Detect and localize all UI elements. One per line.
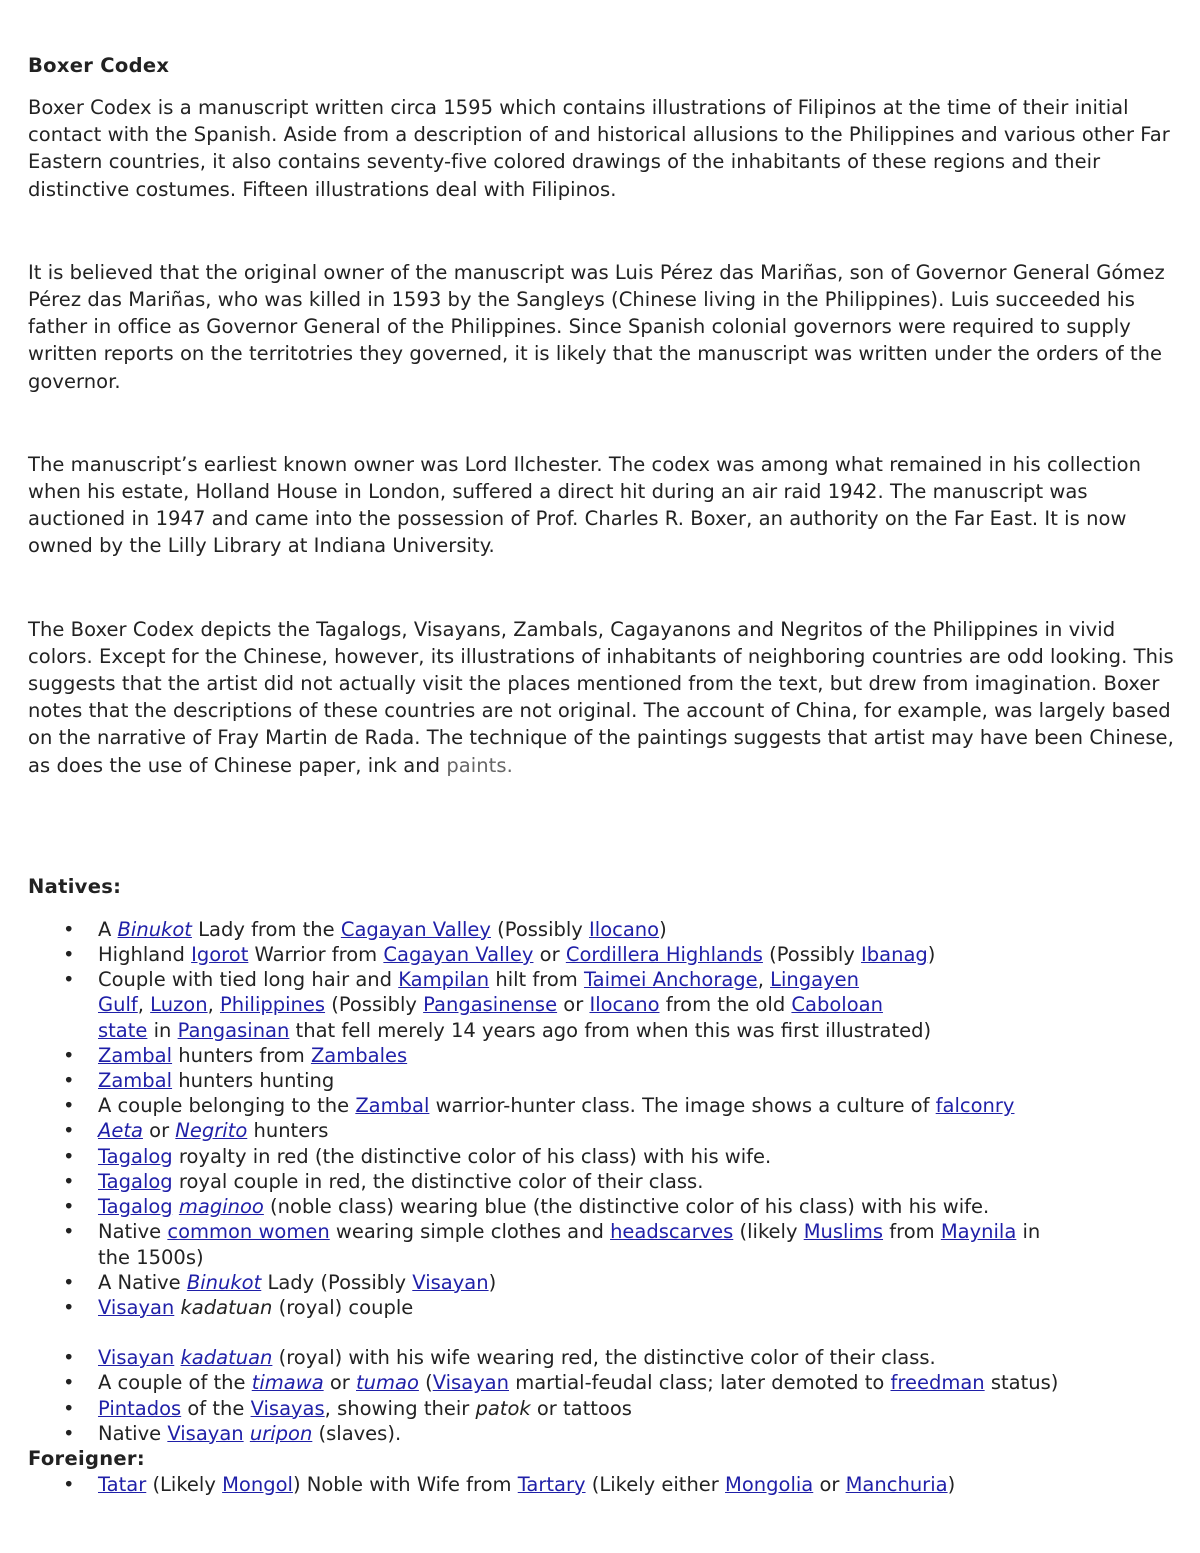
italic-term: patok xyxy=(475,1396,531,1420)
item-text: ) xyxy=(488,1270,497,1294)
paragraph-intro: Boxer Codex is a manuscript written circa 1595 which contains illustrations of Filipinos at the time of their initial contact with the Spanish. Aside from a description of and historical allusions to the Philippines and various other Far Eastern countries, it also contains seventy-five colored drawings of the inhabitants of these regions and their distinctive costumes. Fifteen illustrations deal with Filipinos. xyxy=(28,96,1170,201)
item-text: ) xyxy=(927,943,936,967)
item-text: or xyxy=(323,1371,356,1395)
bullet-icon: • xyxy=(63,1220,75,1244)
item-text: hilt from xyxy=(489,968,584,992)
item-text: Lady (Possibly xyxy=(261,1270,413,1294)
item-text: martial-feudal class; later demoted to xyxy=(509,1371,891,1395)
item-text: (slaves). xyxy=(312,1421,402,1445)
item-text: A xyxy=(98,917,118,941)
link-tumao[interactable]: tumao xyxy=(356,1371,419,1395)
page-title: Boxer Codex xyxy=(28,54,170,77)
link-uripon[interactable]: uripon xyxy=(249,1421,313,1445)
link-philippines[interactable]: Philippines xyxy=(219,993,326,1017)
bullet-icon: • xyxy=(63,1119,75,1143)
item-text: royal couple in red, the distinctive color of their class. xyxy=(172,1169,704,1193)
link-tagalog[interactable]: Tagalog xyxy=(98,1144,173,1168)
paragraph-depiction xyxy=(28,616,1178,779)
item-text: , xyxy=(757,968,771,992)
native-item xyxy=(63,1169,1178,1194)
paragraph-owner: It is believed that the original owner of the manuscript was Luis Pérez das Mariñas, son of Governor General Gómez Pérez das Mariñas, who was killed in 1593 by the Sangleys (Chinese living in the Philippines). Luis succeeded his father in office as Governor General of the Philippines. Since Spanish colonial governors were required to supply written reports on the territotries they governed, it is likely that the manuscript was written under the orders of the governor. xyxy=(28,260,1165,393)
link-tagalog[interactable]: Tagalog xyxy=(98,1195,173,1219)
item-text: Native xyxy=(98,1421,168,1445)
item-text: (Possibly xyxy=(762,943,862,967)
link-caboloan[interactable]: Caboloan xyxy=(791,993,883,1017)
bullet-icon: • xyxy=(63,1169,75,1193)
bullet-icon: • xyxy=(63,968,75,992)
link-state[interactable]: state xyxy=(98,1018,148,1042)
item-text: , showing their xyxy=(324,1396,476,1420)
item-text: A Native xyxy=(98,1270,187,1294)
item-text: royalty in red (the distinctive color of his class) with his wife. xyxy=(172,1144,772,1168)
item-text: A couple of the xyxy=(98,1371,252,1395)
link-tagalog[interactable]: Tagalog xyxy=(98,1169,173,1193)
item-text: or xyxy=(813,1472,846,1496)
link-visayan[interactable]: Visayan xyxy=(98,1346,175,1370)
link-falconry[interactable]: falconry xyxy=(935,1094,1015,1118)
link-zambales[interactable]: Zambales xyxy=(310,1043,408,1067)
item-text: or xyxy=(142,1119,176,1143)
item-text: in xyxy=(1016,1220,1041,1244)
link-headscarves[interactable]: headscarves xyxy=(610,1220,734,1244)
link-tartary[interactable]: Tartary xyxy=(517,1472,586,1496)
foreigner-heading: Foreigner: xyxy=(28,1446,145,1470)
item-text: Warrior from xyxy=(248,943,384,967)
item-text: Native xyxy=(98,1220,168,1244)
bullet-icon: • xyxy=(63,1043,75,1067)
link-tatar[interactable]: Tatar xyxy=(98,1472,147,1496)
item-text: Couple with tied long hair and xyxy=(98,968,399,992)
link-ibanag[interactable]: Ibanag xyxy=(861,943,928,967)
link-visayan[interactable]: Visayan xyxy=(412,1270,489,1294)
native-item xyxy=(63,1144,1178,1169)
link-taimei-anchorage[interactable]: Taimei Anchorage xyxy=(583,968,758,992)
link-aeta[interactable]: Aeta xyxy=(98,1119,143,1143)
item-text: Lady from the xyxy=(191,917,341,941)
link-ilocano[interactable]: Ilocano xyxy=(589,917,660,941)
natives-list xyxy=(28,917,1178,1446)
bullet-icon: • xyxy=(63,1144,75,1168)
bullet-icon: • xyxy=(63,1472,75,1496)
native-item xyxy=(63,1421,1178,1446)
link-zambal[interactable]: Zambal xyxy=(98,1043,173,1067)
link-zambal[interactable]: Zambal xyxy=(98,1069,173,1093)
bullet-icon: • xyxy=(63,1094,75,1118)
native-item xyxy=(63,967,1178,1043)
bullet-icon: • xyxy=(63,943,75,967)
link-common-women[interactable]: common women xyxy=(167,1220,330,1244)
native-item xyxy=(63,1093,1178,1118)
link-binukot[interactable]: Binukot xyxy=(117,917,192,941)
item-text: from the old xyxy=(659,993,792,1017)
native-item xyxy=(63,1219,1178,1269)
native-item xyxy=(63,1295,1178,1320)
item-text: (royal) with his wife wearing red, the distinctive color of their class. xyxy=(272,1346,936,1370)
item-text: ) Noble with Wife from xyxy=(292,1472,518,1496)
item-text: status) xyxy=(984,1371,1059,1395)
bullet-icon: • xyxy=(63,1270,75,1294)
item-text: of the xyxy=(181,1396,251,1420)
item-text: the 1500s) xyxy=(98,1245,204,1269)
link-visayan[interactable]: Visayan xyxy=(167,1421,244,1445)
natives-heading: Natives: xyxy=(28,874,122,898)
item-text: warrior-hunter class. The image shows a culture of xyxy=(429,1094,936,1118)
link-mongol[interactable]: Mongol xyxy=(222,1472,293,1496)
link-freedman[interactable]: freedman xyxy=(890,1371,985,1395)
item-text: hunters from xyxy=(172,1043,311,1067)
item-text: wearing simple clothes and xyxy=(329,1220,611,1244)
native-item xyxy=(63,1396,1178,1421)
link-luzon[interactable]: Luzon xyxy=(150,993,208,1017)
item-text: (Possibly xyxy=(490,917,590,941)
link-visayan[interactable]: Visayan xyxy=(98,1295,175,1319)
link-lingayen[interactable]: Lingayen xyxy=(770,968,859,992)
bullet-icon: • xyxy=(63,1069,75,1093)
link-kadatuan[interactable]: kadatuan xyxy=(180,1346,273,1370)
native-item xyxy=(63,917,1178,942)
link-timawa[interactable]: timawa xyxy=(251,1371,324,1395)
foreigner-list xyxy=(28,1472,1178,1497)
item-text: hunters xyxy=(247,1119,329,1143)
item-text: (likely xyxy=(733,1220,804,1244)
paragraph-depiction-text: The Boxer Codex depicts the Tagalogs, Visayans, Zambals, Cagayanons and Negritos of the Philippines in vivid colors. Except for the Chinese, however, its illustrations of inhabitants of neighboring countries are odd looking. This suggests that the artist did not actually visit the places mentioned from the text, but drew from imagination. Boxer notes that the descriptions of these countries are not original. The account of China, for example, was largely based on the narrative of Fray Martin de Rada. The technique of the paintings suggests that artist may have been Chinese, as does the use of Chinese paper, ink and xyxy=(28,617,1174,777)
native-item xyxy=(63,1270,1178,1295)
item-text: (Possibly xyxy=(325,993,424,1017)
item-text: Highland xyxy=(98,943,192,967)
native-item xyxy=(63,1068,1178,1093)
link-cagayan-valley[interactable]: Cagayan Valley xyxy=(340,917,491,941)
native-item xyxy=(63,1118,1178,1143)
native-item xyxy=(63,1194,1178,1219)
item-text: (royal) couple xyxy=(272,1295,414,1319)
item-text: ) xyxy=(947,1472,956,1496)
bullet-icon: • xyxy=(63,1195,75,1219)
item-text: or tattoos xyxy=(530,1396,632,1420)
link-gulf[interactable]: Gulf xyxy=(98,993,138,1017)
italic-term: kadatuan xyxy=(180,1295,273,1319)
item-text: in xyxy=(147,1018,178,1042)
link-visayas[interactable]: Visayas xyxy=(250,1396,325,1420)
link-cagayan-valley[interactable]: Cagayan Valley xyxy=(383,943,534,967)
bullet-icon: • xyxy=(63,1371,75,1395)
link-pangasinense[interactable]: Pangasinense xyxy=(423,993,558,1017)
bullet-icon: • xyxy=(63,917,75,941)
item-text: , xyxy=(207,993,220,1017)
bullet-icon: • xyxy=(63,1396,75,1420)
item-text: or xyxy=(557,993,590,1017)
paragraph-depiction-tail: paints. xyxy=(446,753,513,777)
item-text: ) xyxy=(659,917,667,941)
link-kampilan[interactable]: Kampilan xyxy=(398,968,490,992)
item-text: , xyxy=(137,993,151,1017)
paragraph-provenance: The manuscript’s earliest known owner was Lord Ilchester. The codex was among what remained in his collection when his estate, Holland House in London, suffered a direct hit during an air raid 1942. The manuscript was auctioned in 1947 and came into the possession of Prof. Charles R. Boxer, an authority on the Far East. It is now owned by the Lilly Library at Indiana University. xyxy=(28,452,1142,558)
link-maynila[interactable]: Maynila xyxy=(940,1220,1017,1244)
item-text: hunters hunting xyxy=(172,1069,335,1093)
foreigner-item xyxy=(63,1472,1178,1497)
item-text: (noble class) wearing blue (the distinctive color of his class) with his wife. xyxy=(263,1195,990,1219)
item-text: that fell merely 14 years ago from when this was first illustrated) xyxy=(289,1018,932,1042)
link-mongolia[interactable]: Mongolia xyxy=(725,1472,814,1496)
item-text: ( xyxy=(418,1371,433,1395)
native-item xyxy=(63,1345,1178,1370)
bullet-icon: • xyxy=(63,1421,75,1445)
link-pintados[interactable]: Pintados xyxy=(98,1396,182,1420)
bullet-icon: • xyxy=(63,1346,75,1370)
link-binukot[interactable]: Binukot xyxy=(186,1270,262,1294)
link-negrito[interactable]: Negrito xyxy=(175,1119,248,1143)
item-text: from xyxy=(883,1220,941,1244)
native-item xyxy=(63,942,1178,967)
native-item xyxy=(63,1043,1178,1068)
link-pangasinan[interactable]: Pangasinan xyxy=(177,1018,290,1042)
item-text: (Likely either xyxy=(585,1472,726,1496)
item-text: or xyxy=(533,943,566,967)
bullet-icon: • xyxy=(63,1295,75,1319)
link-maginoo[interactable]: maginoo xyxy=(178,1195,264,1219)
link-igorot[interactable]: Igorot xyxy=(191,943,249,967)
link-ilocano[interactable]: Ilocano xyxy=(589,993,660,1017)
link-manchuria[interactable]: Manchuria xyxy=(845,1472,948,1496)
link-muslims[interactable]: Muslims xyxy=(803,1220,884,1244)
document-page xyxy=(28,52,1178,1497)
link-visayan[interactable]: Visayan xyxy=(432,1371,509,1395)
link-zambal[interactable]: Zambal xyxy=(355,1094,430,1118)
native-item xyxy=(63,1370,1178,1395)
item-text: (Likely xyxy=(146,1472,223,1496)
link-cordillera-highlands[interactable]: Cordillera Highlands xyxy=(565,943,763,967)
item-text: A couple belonging to the xyxy=(98,1094,356,1118)
